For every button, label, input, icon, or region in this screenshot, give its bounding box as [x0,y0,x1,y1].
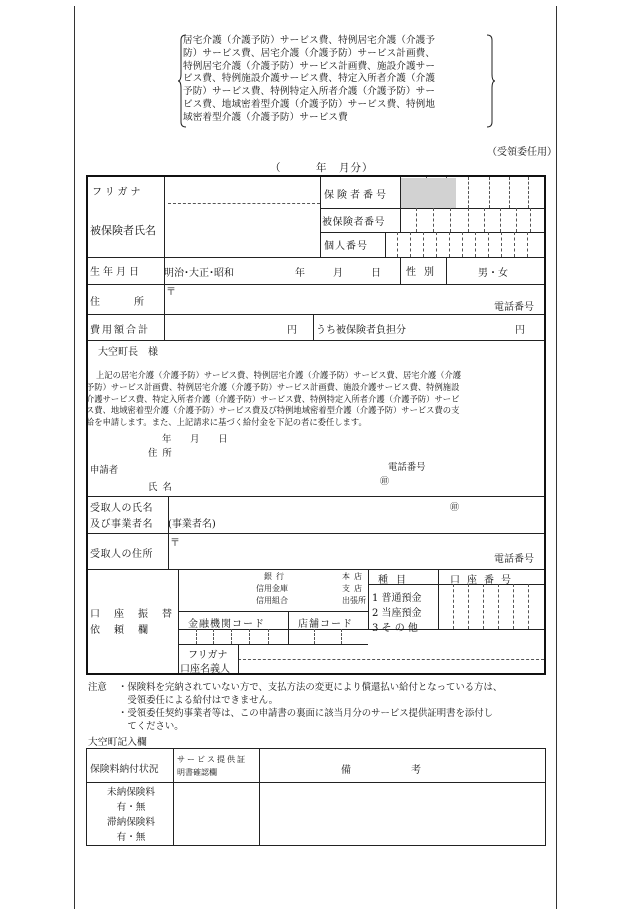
title-line: 予防）サービス費、特例特定入所者介護（介護予防）サー [183,86,436,98]
account-type-option[interactable]: 1 普通預金 [372,593,422,604]
application-date: 年 月 日 [162,434,228,445]
bank-type: 銀行 [264,572,288,581]
branch-code-label: 店舗コード [298,619,353,630]
recipient-seal: ㊞ [450,503,460,513]
birth-month-unit: 月 [333,268,343,279]
usage-label: （受領委任用） [487,147,557,158]
furigana-label: フリガナ [92,187,144,198]
self-pay-yen: 円 [515,325,525,336]
business-name-label: (事業者名) [168,519,216,530]
note-item: 受領委任による給付はできません。 [118,695,278,706]
title-line: ビス費、特例施設介護サービス費、特定入所者介護（介護 [183,73,436,85]
applicant-seal: ㊞ [380,477,390,487]
title-line: 特例居宅介護（介護予防）サービス計画費、施設介護サー [183,60,436,72]
status-line[interactable]: 有・無 [116,802,146,813]
transfer-label-1: 口座振替 [90,609,186,620]
declaration-line: 予防）サービス計画費、特例居宅介護（介護予防）サービス計画費、施設介護サービス費、特例施設 [86,381,460,392]
notes-section [88,681,502,733]
account-holder-field[interactable] [240,661,540,673]
account-holder-label: 口座名義人 [180,664,230,675]
cost-total-label: 費用額合計 [90,325,150,336]
birth-year-unit: 年 [295,268,305,279]
gender-options[interactable]: 男・女 [478,268,508,279]
addressee: 大空町長 様 [98,347,158,358]
branch-type: 本店 [342,572,366,581]
insurer-number-label: 保険者番号 [324,190,389,201]
declaration-line: ス費、地域密着型介護（介護予防）サービス費及び特例地域密着型介護（介護予防）サービス費の支 [86,405,460,416]
application-form [86,175,546,675]
status-line: 滞納保険料 [107,817,155,828]
self-pay-label: うち被保険者負担分 [316,325,406,336]
title-line: ビス費、地域密着型介護（介護予防）サービス費、特例地 [183,98,436,110]
status-line: 未納保険料 [107,787,155,798]
account-type-option[interactable]: 3 そ の 他 [372,623,418,634]
service-cert-label: 明書確認欄 [177,768,217,777]
account-number-label: 口座番号 [450,575,518,586]
applicant-label: 申請者 [90,465,119,476]
notes-label: 注意 [88,682,107,693]
recipient-address-label: 受取人の住所 [90,549,153,560]
insured-name-field[interactable] [168,207,318,255]
account-furigana-label: フリガナ [188,650,228,661]
declaration-line: 給を申請します。また、上記請求に基づく給付金を下記の者に委任します。 [86,417,367,428]
insured-name-label: 被保険者氏名 [90,224,156,237]
service-cert-label: サービス提供証 [177,755,247,764]
declaration-line: 上記の居宅介護（介護予防）サービス費、特例居宅介護（介護予防）サービス費、居宅介護（介護 [96,370,462,380]
bank-type: 信用組合 [256,596,288,605]
account-type-option[interactable]: 2 当座預金 [372,608,422,619]
form-title [183,35,491,125]
applicant-address-label: 住所 [148,448,177,459]
personal-number-label: 個人番号 [324,241,368,252]
birth-day-unit: 日 [371,268,381,279]
declaration-line: 介護サービス費、特定入所者介護（介護予防）サービス費、特例特定入所者介護（介護予防）サービ [86,393,460,404]
note-item: ・保険料を完納されていない方で、支払方法の変更により償還払い給付となっている方は、 [118,682,503,693]
account-type-label: 種目 [378,575,414,586]
note-item: ・受領委任契約事業者等は、この申請書の裏面に該当月分のサービス提供証明書を添付し [118,708,494,719]
applicant-phone-label: 電話番号 [388,462,426,473]
address-label: 住所 [90,297,178,308]
era-options[interactable]: 明治･大正･昭和 [164,268,234,279]
gender-label: 性別 [406,267,442,278]
recipient-name-label-2: 及び事業者名 [90,519,153,530]
bank-code-label: 金融機関コード [188,619,265,630]
insured-number-label: 被保険者番号 [322,217,385,228]
premium-status-values [101,785,161,845]
declaration-text [86,370,546,429]
premium-status-label: 保険料納付状況 [90,764,159,775]
branch-type: 出張所 [342,596,366,605]
postal-mark: 〒 [166,287,176,298]
phone-label: 電話番号 [494,302,534,313]
town-entry-table [86,748,546,846]
branch-type: 支店 [342,584,366,593]
title-line: 防）サービス費、居宅介護（介護予防）サービス計画費、 [183,47,436,59]
birth-label: 生年月日 [90,267,142,278]
town-section-title: 大空町記入欄 [88,737,147,748]
recipient-name-label-1: 受取人の氏名 [90,503,153,514]
cost-yen: 円 [287,325,297,336]
bank-type: 信用金庫 [256,584,288,593]
note-item: てください。 [118,721,184,732]
title-line: 域密着型介護（介護予防）サービス費 [183,111,348,123]
title-line: 居宅介護（介護予防）サービス費、特例居宅介護（介護予 [183,35,436,46]
insurer-number-field[interactable] [456,179,542,207]
recipient-postal-mark: 〒 [170,538,180,549]
period-label: （ 年 月分） [270,162,374,174]
status-line[interactable]: 有・無 [116,832,146,843]
transfer-label-2: 依頼欄 [90,625,162,636]
recipient-phone-label: 電話番号 [494,554,534,565]
applicant-name-label: 氏名 [148,482,177,493]
remarks-label: 備 考 [341,765,421,776]
